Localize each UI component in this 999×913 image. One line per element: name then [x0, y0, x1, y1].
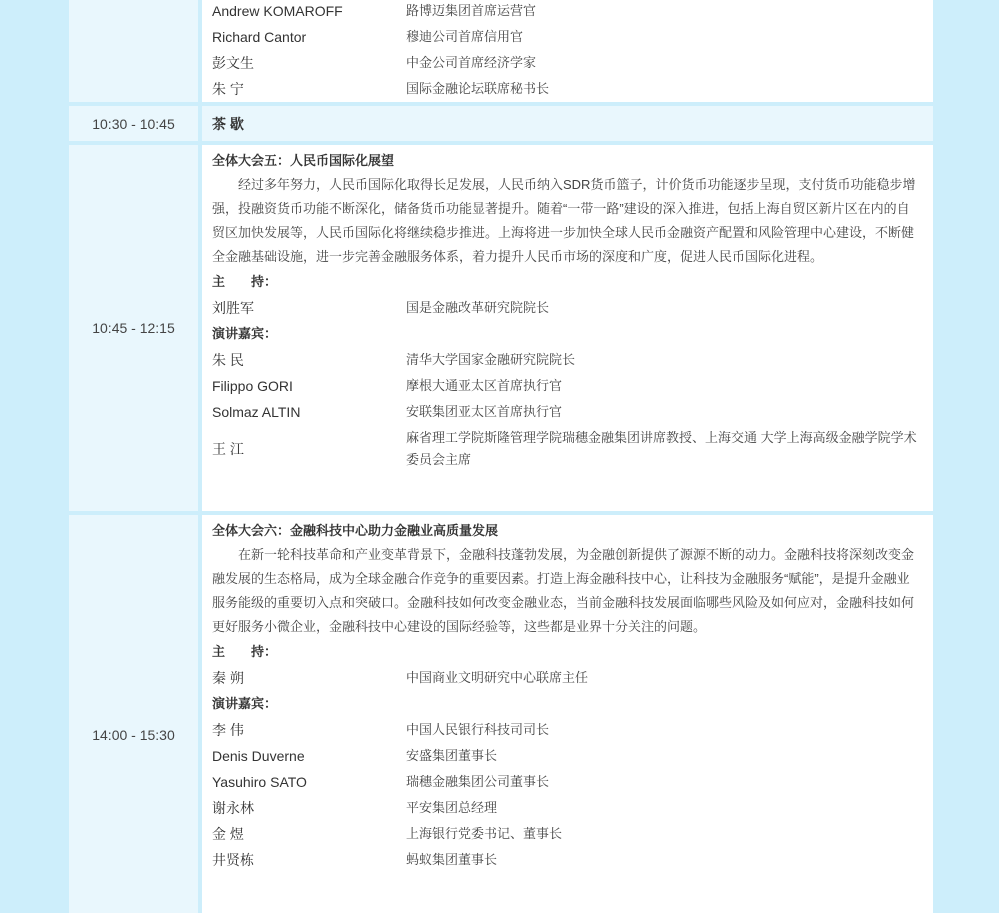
time-cell: 14:00 - 15:30: [69, 515, 202, 913]
speaker-title: 安联集团亚太区首席执行官: [406, 404, 563, 419]
session-content: [202, 145, 933, 511]
speaker-title: 清华大学国家金融研究院院长: [406, 352, 576, 367]
host-name: 秦 朔: [212, 670, 244, 686]
session-title: 全体大会六：金融科技中心助力金融业高质量发展: [212, 523, 499, 538]
speaker-title: 上海银行党委书记、董事长: [406, 826, 563, 841]
speaker-name: 朱 宁: [212, 81, 244, 97]
speaker-name: 谢永林: [212, 800, 254, 816]
speaker-title: 麻省理工学院斯隆管理学院瑞穗金融集团讲席教授、上海交通 大学上海高级金融学院学术委员会主席: [406, 430, 917, 467]
host-row: [212, 295, 917, 321]
speaker-name: 彭文生: [212, 55, 254, 71]
speaker-title: 穆迪公司首席信用官: [406, 29, 524, 44]
speaker-name: 王 江: [212, 441, 244, 457]
speaker-row: [212, 0, 917, 24]
agenda-row-break: [69, 102, 933, 141]
speaker-name: Andrew KOMAROFF: [212, 3, 343, 19]
speaker-title: 国际金融论坛联席秘书长: [406, 81, 550, 96]
speaker-title: 路博迈集团首席运营官: [406, 3, 537, 18]
speaker-row: [212, 769, 917, 795]
speaker-title: 蚂蚁集团董事长: [406, 852, 498, 867]
speaker-name: 金 煜: [212, 826, 244, 842]
speaker-title: 安盛集团董事长: [406, 748, 498, 763]
speaker-row: [212, 821, 917, 847]
host-label: 主 持：: [212, 274, 278, 289]
agenda-row-session-6: [69, 511, 933, 913]
session-content: [202, 515, 933, 913]
session-description: 在新一轮科技革命和产业变革背景下，金融科技蓬勃发展，为金融创新提供了源源不断的动力。金融科技将深刻改变金融发展的生态格局，成为全球金融合作竞争的重要因素。打造上海金融科技中心，让科技为金融服务“赋能”，是提升金融业服务能级的重要切入点和突破口。金融科技如何改变金融业态，当前金融科技发展面临哪些风险及如何应对，金融科技如何更好服务小微企业，金融科技中心建设的国际经验等，这些都是业界十分关注的问题。: [212, 547, 915, 634]
speaker-row: [212, 373, 917, 399]
speaker-row: [212, 76, 917, 102]
speaker-row: [212, 847, 917, 873]
speaker-name: Yasuhiro SATO: [212, 774, 307, 790]
speaker-row: [212, 425, 917, 473]
agenda-row-previous-session: [69, 0, 933, 102]
speaker-row: [212, 50, 917, 76]
host-title: 中国商业文明研究中心联席主任: [406, 670, 589, 685]
speaker-row: [212, 347, 917, 373]
speaker-title: 瑞穗金融集团公司董事长: [406, 774, 550, 789]
speaker-name: 朱 民: [212, 352, 244, 368]
speaker-name: Solmaz ALTIN: [212, 404, 301, 420]
speaker-label: 演讲嘉宾：: [212, 326, 278, 341]
speaker-name: 井贤栋: [212, 852, 254, 868]
host-label: 主 持：: [212, 644, 278, 659]
speaker-title: 中国人民银行科技司司长: [406, 722, 550, 737]
agenda-row-session-5: [69, 141, 933, 511]
speaker-title: 摩根大通亚太区首席执行官: [406, 378, 563, 393]
speaker-title: 中金公司首席经济学家: [406, 55, 537, 70]
speaker-name: Richard Cantor: [212, 29, 307, 45]
speaker-title: 平安集团总经理: [406, 800, 498, 815]
speaker-row: [212, 24, 917, 50]
session-content: [202, 0, 933, 102]
speaker-row: [212, 795, 917, 821]
speaker-name: Filippo GORI: [212, 378, 293, 394]
session-description: 经过多年努力，人民币国际化取得长足发展，人民币纳入SDR货币篮子，计价货币功能逐步呈现，支付货币功能稳步增强，投融资货币功能不断深化，储备货币功能显著提升。随着“一带一路”建设的深入推进，包括上海自贸区新片区在内的自贸区加快发展等，人民币国际化将继续稳步推进。上海将进一步加快全球人民币金融资产配置和风险管理中心建设，不断健全金融基础设施，进一步完善金融服务体系，着力提升人民币市场的深度和广度，促进人民币国际化进程。: [212, 177, 916, 264]
host-row: [212, 665, 917, 691]
speaker-row: [212, 717, 917, 743]
speaker-name: Denis Duverne: [212, 748, 305, 764]
agenda-table: [69, 0, 933, 913]
time-cell-empty: [69, 0, 202, 102]
break-label: 茶 歇: [202, 106, 933, 141]
speaker-label: 演讲嘉宾：: [212, 696, 278, 711]
session-title: 全体大会五：人民币国际化展望: [212, 153, 395, 168]
host-name: 刘胜军: [212, 300, 254, 316]
speaker-row: [212, 743, 917, 769]
time-cell: 10:45 - 12:15: [69, 145, 202, 511]
host-title: 国是金融改革研究院院长: [406, 300, 550, 315]
speaker-row: [212, 399, 917, 425]
speaker-name: 李 伟: [212, 722, 244, 738]
time-cell: 10:30 - 10:45: [69, 106, 202, 141]
